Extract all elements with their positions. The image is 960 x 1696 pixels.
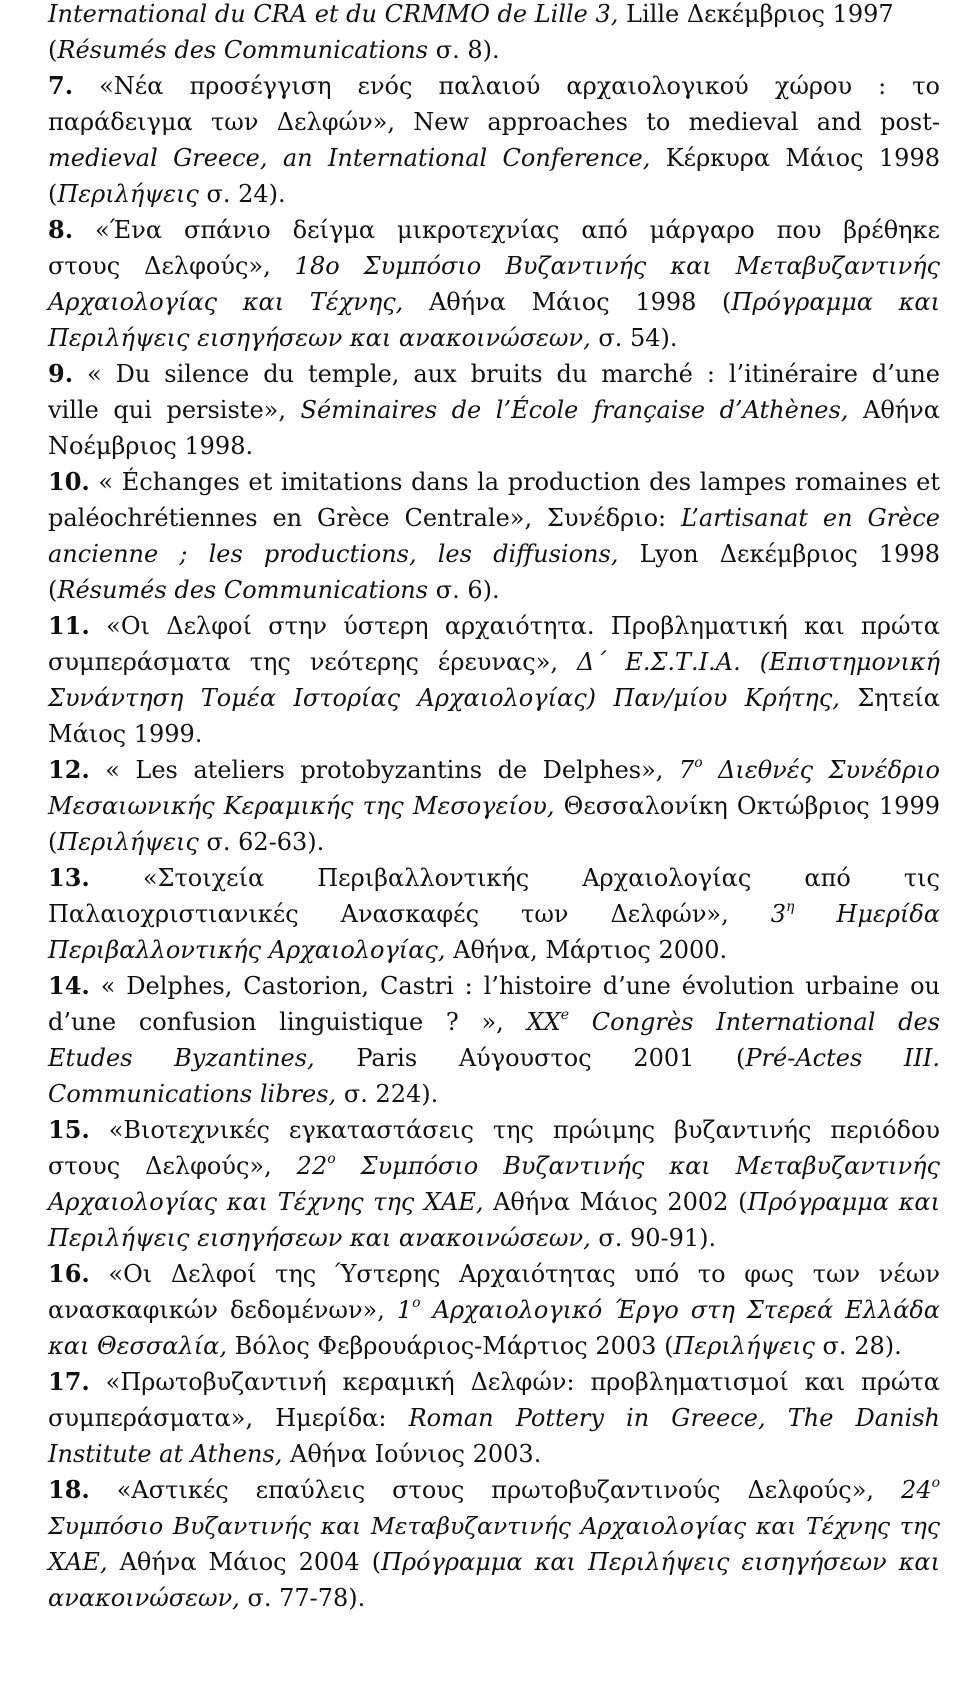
entry-9-line-1: 9. « Du silence du temple, aux bruits du marché : l’itinéraire d’une bbox=[48, 359, 940, 388]
entry-18-line-1: 18. «Αστικές επαύλεις στους πρωτοβυζαντινούς Δελφούς», $24^o$ bbox=[48, 1475, 940, 1504]
entry-12-line-3: (Περιλήψεις σ. 62-63). bbox=[48, 828, 325, 856]
entry-15-line-3: Αρχαιολογίας και Τέχνης της ΧΑΕ, Αθήνα Μάιος 2002 (Πρόγραμμα και bbox=[48, 1188, 940, 1216]
entry-7-line-4: (Περιλήψεις σ. 24). bbox=[48, 180, 286, 208]
entry-9-line-2: ville qui persiste», Séminaires de l’École française d’Athènes, Αθήνα bbox=[48, 396, 940, 424]
entry-8-line-1: 8. «Ένα σπάνιο δείγμα μικροτεχνίας από μάργαρο που βρέθηκε bbox=[48, 215, 940, 244]
entry-17-line-3: Institute at Athens, Αθήνα Ιούνιος 2003. bbox=[48, 1440, 542, 1468]
entry-16-line-2: ανασκαφικών δεδομένων», $1^o$ Αρχαιολογικό Έργο στη Στερεά Ελλάδα bbox=[48, 1295, 940, 1324]
entry-12-line-1: 12. « Les ateliers protobyzantins de Delphes», $7^o$ Διεθνές Συνέδριο bbox=[48, 755, 941, 784]
entry-17-line-2: συμπεράσματα», Ημερίδα: Roman Pottery in Greece, The Danish bbox=[48, 1404, 941, 1432]
entry-10-line-3: ancienne ; les productions, les diffusions, Lyon Δεκέμβριος 1998 bbox=[48, 540, 940, 568]
entry-18-line-4: ανακοινώσεων, σ. 77-78). bbox=[48, 1584, 366, 1612]
entry-7-line-3: medieval Greece, an International Conference, Κέρκυρα Μάιος 1998 bbox=[48, 144, 940, 172]
entry-18-line-3: ΧΑΕ, Αθήνα Μάιος 2004 (Πρόγραμμα και Περιλήψεις εισηγήσεων και bbox=[48, 1548, 940, 1576]
entry-9-line-3: Νοέμβριος 1998. bbox=[48, 432, 254, 460]
entry-14-line-3: Etudes Byzantines, Paris Αύγουστος 2001 (Pré-Actes III. bbox=[48, 1044, 940, 1072]
entry-8-line-3: Αρχαιολογίας και Τέχνης, Αθήνα Μάιος 1998 (Πρόγραμμα και bbox=[48, 288, 940, 316]
continuation-line-1: International du CRA et du CRMMO de Lille 3, Lille Δεκέμβριος 1997 bbox=[48, 0, 894, 28]
entry-7-line-2: παράδειγμα των Δελφών», New approaches to medieval and post- bbox=[48, 108, 940, 136]
entry-14-line-2: d’une confusion linguistique ? », XXe Congrès International des bbox=[48, 1007, 940, 1036]
entry-15-line-2: στους Δελφούς», $22^o$ Συμπόσιο Βυζαντινής και Μεταβυζαντινής bbox=[48, 1151, 940, 1180]
entry-13-line-2: Παλαιοχριστιανικές Ανασκαφές των Δελφών», $3^\eta$ Ημερίδα bbox=[48, 899, 940, 928]
entry-14-line-1: 14. « Delphes, Castorion, Castri : l’histoire d’une évolution urbaine ou bbox=[48, 971, 940, 1000]
entry-15-line-4: Περιλήψεις εισηγήσεων και ανακοινώσεων, σ. 90-91). bbox=[48, 1224, 717, 1252]
entry-12-line-2: Μεσαιωνικής Κεραμικής της Μεσογείου, Θεσσαλονίκη Οκτώβριος 1999 bbox=[48, 792, 940, 820]
entry-14-line-4: Communications libres, σ. 224). bbox=[48, 1080, 439, 1108]
entry-18-line-2: Συμπόσιο Βυζαντινής και Μεταβυζαντινής Αρχαιολογίας και Τέχνης της bbox=[48, 1512, 940, 1540]
entry-13-line-3: Περιβαλλοντικής Αρχαιολογίας, Αθήνα, Μάρτιος 2000. bbox=[48, 936, 728, 964]
entry-13-line-1: 13. «Στοιχεία Περιβαλλοντικής Αρχαιολογίας από τις bbox=[48, 863, 940, 892]
entry-16-line-1: 16. «Οι Δελφοί της Ύστερης Αρχαιότητας υπό το φως των νέων bbox=[48, 1259, 940, 1288]
entry-11-line-2: συμπεράσματα της νεότερης έρευνας», Δ΄ Ε.Σ.Τ.Ι.Α. (Επιστημονική bbox=[48, 648, 941, 676]
entry-15-line-1: 15. «Βιοτεχνικές εγκαταστάσεις της πρώιμης βυζαντινής περιόδου bbox=[48, 1115, 940, 1144]
entry-8-line-2: στους Δελφούς», 18ο Συμπόσιο Βυζαντινής και Μεταβυζαντινής bbox=[48, 252, 940, 280]
entry-11-line-1: 11. «Οι Δελφοί στην ύστερη αρχαιότητα. Προβληματική και πρώτα bbox=[48, 611, 940, 640]
entry-10-line-4: (Résumés des Communications σ. 6). bbox=[48, 576, 500, 604]
entry-17-line-1: 17. «Πρωτοβυζαντινή κεραμική Δελφών: προβληματισμοί και πρώτα bbox=[48, 1367, 940, 1396]
entry-11-line-4: Μάιος 1999. bbox=[48, 720, 203, 748]
continuation-line-2: (Résumés des Communications σ. 8). bbox=[48, 36, 500, 64]
entry-10-line-2: paléochrétiennes en Grèce Centrale», Συνέδριο: L’artisanat en Grèce bbox=[48, 504, 940, 532]
entry-11-line-3: Συνάντηση Τομέα Ιστορίας Αρχαιολογίας) Παν/μίου Κρήτης, Σητεία bbox=[48, 684, 940, 712]
entry-7-line-1: 7. «Νέα προσέγγιση ενός παλαιού αρχαιολογικού χώρου : το bbox=[48, 71, 940, 100]
entry-10-line-1: 10. « Échanges et imitations dans la production des lampes romaines et bbox=[48, 467, 940, 496]
entry-8-line-4: Περιλήψεις εισηγήσεων και ανακοινώσεων, σ. 54). bbox=[48, 324, 678, 352]
entry-16-line-3: και Θεσσαλία, Βόλος Φεβρουάριος-Μάρτιος 2003 (Περιλήψεις σ. 28). bbox=[48, 1332, 902, 1360]
